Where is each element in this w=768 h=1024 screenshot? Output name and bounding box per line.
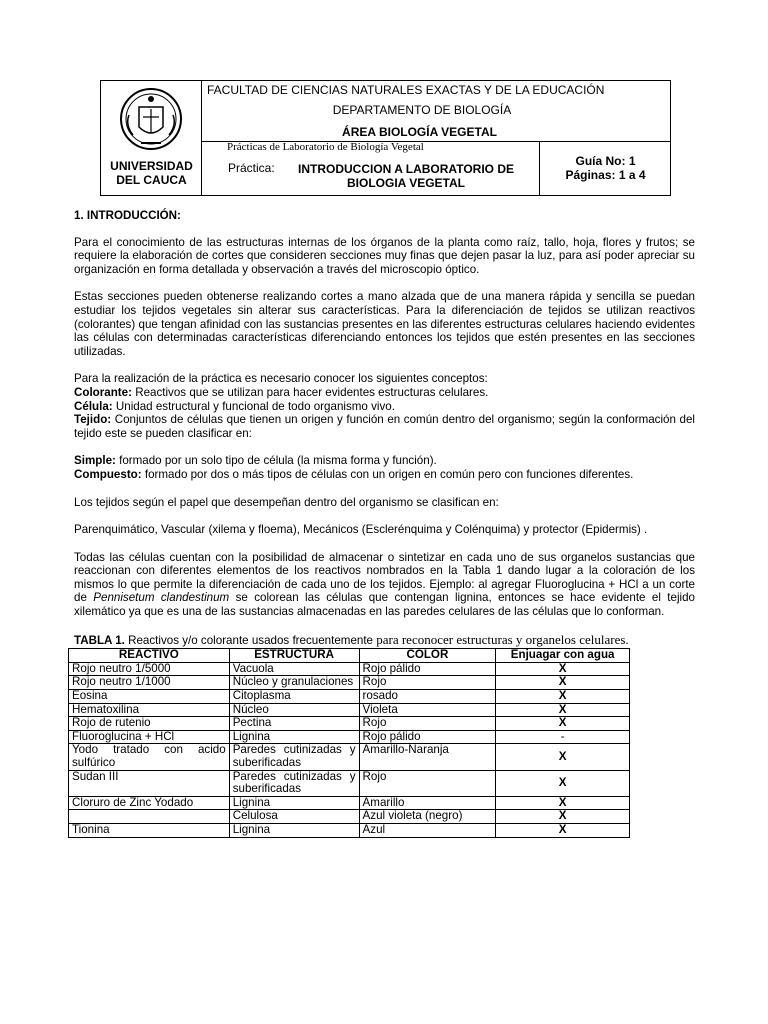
table-row bbox=[69, 690, 630, 704]
area-name: ÁREA BIOLOGÍA VEGETAL bbox=[342, 125, 497, 139]
cell-color: Azul violeta (negro) bbox=[359, 810, 496, 824]
cell-reactivo: Fluoroglucina + HCl bbox=[69, 730, 230, 744]
university-seal-logo bbox=[119, 85, 183, 155]
tissue-types-block bbox=[74, 454, 695, 481]
cell-estructura: Lignina bbox=[229, 730, 359, 744]
cell-reactivo: Rojo neutro 1/1000 bbox=[69, 676, 230, 690]
paragraph-tissue-list: Parenquimático, Vascular (xilema y floema), Mecánicos (Esclerénquima y Colénquima) y protector (Epidermis) . bbox=[74, 523, 648, 537]
cell-estructura: Vacuola bbox=[229, 662, 359, 676]
table-caption-text-a: Reactivos y/o colorante usados frecuentemente bbox=[124, 633, 377, 647]
term-tejido: Tejido: bbox=[74, 413, 112, 427]
cell-reactivo: Yodo tratado con acido sulfúrico bbox=[69, 744, 230, 770]
practicas-subtitle: Prácticas de Laboratorio de Biología Vegetal bbox=[227, 141, 424, 153]
def-celula: Unidad estructural y funcional de todo organismo vivo. bbox=[112, 399, 395, 413]
cell-estructura: Lignina bbox=[229, 823, 359, 837]
term-celula: Célula: bbox=[74, 399, 113, 413]
concepts-block bbox=[74, 372, 695, 440]
cell-color: Amarillo bbox=[359, 796, 496, 810]
table-row bbox=[69, 810, 630, 824]
document-header bbox=[100, 80, 671, 196]
practica-label: Práctica: bbox=[228, 161, 275, 175]
cell-enjuagar: X bbox=[496, 744, 630, 770]
document-body bbox=[74, 209, 695, 838]
cell-enjuagar: X bbox=[496, 770, 630, 796]
cell-reactivo: Eosina bbox=[69, 690, 230, 704]
cell-estructura: Pectina bbox=[229, 717, 359, 731]
table-header-row bbox=[69, 649, 630, 663]
table-row bbox=[69, 770, 630, 796]
cell-enjuagar: X bbox=[496, 823, 630, 837]
university-name: UNIVERSIDAD DEL CAUCA bbox=[110, 159, 193, 187]
header-enjuagar: Enjuagar con agua bbox=[496, 649, 630, 663]
cell-color: Rojo pálido bbox=[359, 730, 496, 744]
header-reactivo: REACTIVO bbox=[69, 649, 230, 663]
cell-reactivo: Rojo de rutenio bbox=[69, 717, 230, 731]
cell-color: Rojo bbox=[359, 770, 496, 796]
def-compuesto: formado por dos o más tipos de células con un origen en común pero con funciones diferentes. bbox=[141, 467, 634, 481]
cell-estructura: Celulosa bbox=[229, 810, 359, 824]
cell-reactivo: Cloruro de Zinc Yodado bbox=[69, 796, 230, 810]
cell-reactivo: Rojo neutro 1/5000 bbox=[69, 662, 230, 676]
concept-colorante bbox=[74, 386, 695, 400]
concept-compuesto bbox=[74, 468, 695, 482]
page-count: Páginas: 1 a 4 bbox=[565, 168, 646, 182]
cell-enjuagar: - bbox=[496, 730, 630, 744]
cell-estructura: Núcleo bbox=[229, 703, 359, 717]
cell-enjuagar: X bbox=[496, 676, 630, 690]
example-text-b: se colorean las células que contengan lignina, entonces se hace evidente el tejido xilemático ya que es una de las sustancias almacenadas en las paredes celulares de las células que lo conforman. bbox=[74, 591, 695, 619]
table-row bbox=[69, 730, 630, 744]
cell-reactivo: Sudan III bbox=[69, 770, 230, 796]
cell-enjuagar: X bbox=[496, 662, 630, 676]
header-color: COLOR bbox=[359, 649, 496, 663]
table-caption-label: TABLA 1. bbox=[74, 633, 125, 647]
practica-title: INTRODUCCION A LABORATORIO DE BIOLOGIA VEGETAL bbox=[298, 162, 514, 190]
cell-enjuagar: X bbox=[496, 703, 630, 717]
table-row bbox=[69, 703, 630, 717]
table-row bbox=[69, 796, 630, 810]
example-text-a: Todas las células cuentan con la posibilidad de almacenar o sintetizar en cada uno de sus organelos sustancias que reaccionan con diferentes elementos de los reactivos nombrados en la Tabla 1 dando lugar a la coloración de los mismos lo que permite la diferenciación de cada uno de los tejidos. Ejemplo: al agregar Fluoroglucina + HCl a un corte de bbox=[74, 550, 695, 605]
department-name: DEPARTAMENTO DE BIOLOGÍA bbox=[332, 103, 512, 117]
paragraph-intro: Para el conocimiento de las estructuras internas de los órganos de la planta como raíz, tallo, hoja, flores y frutos; se requiere la elaboración de cortes que consideren secciones muy finas que dejen pasar la luz, para así poder apreciar su organización en forma detallada y observación a través del microscopio óptico. bbox=[74, 235, 695, 276]
table-row bbox=[69, 717, 630, 731]
paragraph-example bbox=[74, 551, 695, 619]
guide-info bbox=[540, 154, 671, 182]
cell-color: Rojo pálido bbox=[359, 662, 496, 676]
term-simple: Simple: bbox=[74, 454, 116, 468]
cell-reactivo bbox=[69, 810, 230, 824]
concepts-intro: Para la realización de la práctica es necesario conocer los siguientes conceptos: bbox=[74, 372, 488, 386]
concept-simple bbox=[74, 454, 695, 468]
def-simple: formado por un solo tipo de célula (la misma forma y función). bbox=[115, 454, 437, 468]
logo-cell bbox=[101, 81, 202, 195]
cell-estructura: Citoplasma bbox=[229, 690, 359, 704]
cell-estructura: Paredes cutinizadas y suberificadas bbox=[229, 744, 359, 770]
cell-reactivo: Tionina bbox=[69, 823, 230, 837]
cell-enjuagar: X bbox=[496, 810, 630, 824]
def-tejido: Conjuntos de células que tienen un origen y función en común dentro del organismo; según la conformación del tejido este se pueden clasificar en: bbox=[74, 413, 695, 440]
cell-enjuagar: X bbox=[496, 796, 630, 810]
species-name: Pennisetum clandestinum bbox=[93, 591, 230, 605]
table-row bbox=[69, 662, 630, 676]
cell-color: Azul bbox=[359, 823, 496, 837]
cell-reactivo: Hematoxilina bbox=[69, 703, 230, 717]
paragraph-sections: Estas secciones pueden obtenerse realizando cortes a mano alzada que de una manera rápida y sencilla se puedan estudiar los tejidos vegetales sin alterar sus características. Para la diferenciación de tejidos se utilizan reactivos (colorantes) que tengan afinidad con las sustancias presentes en las diferentes estructuras celulares haciendo evidentes las células con determinadas características diferenciando entonces los tejidos que estén presentes en las secciones utilizadas. bbox=[74, 290, 695, 358]
cell-color: Rojo bbox=[359, 717, 496, 731]
cell-color: Violeta bbox=[359, 703, 496, 717]
guide-number: Guía No: 1 bbox=[575, 154, 636, 168]
concept-tejido bbox=[74, 413, 695, 440]
table-row bbox=[69, 823, 630, 837]
section-heading: 1. INTRODUCCIÓN: bbox=[74, 209, 181, 222]
table-caption bbox=[74, 633, 695, 648]
term-compuesto: Compuesto: bbox=[74, 467, 142, 481]
cell-enjuagar: X bbox=[496, 690, 630, 704]
cell-enjuagar: X bbox=[496, 717, 630, 731]
faculty-name: FACULTAD DE CIENCIAS NATURALES EXACTAS Y DE LA EDUCACIÓN bbox=[207, 83, 605, 97]
term-colorante: Colorante: bbox=[74, 385, 132, 399]
table-row bbox=[69, 676, 630, 690]
def-colorante: Reactivos que se utilizan para hacer evidentes estructuras celulares. bbox=[131, 385, 489, 399]
concept-celula bbox=[74, 400, 695, 414]
cell-color: Amarillo-Naranja bbox=[359, 744, 496, 770]
cell-estructura: Paredes cutinizadas y suberificadas bbox=[229, 770, 359, 796]
cell-color: Rojo bbox=[359, 676, 496, 690]
table-row bbox=[69, 744, 630, 770]
paragraph-classification: Los tejidos según el papel que desempeñan dentro del organismo se clasifican en: bbox=[74, 495, 499, 509]
cell-estructura: Núcleo y granulaciones bbox=[229, 676, 359, 690]
table-caption-text-b: para reconocer estructuras y organelos celulares. bbox=[376, 631, 629, 647]
header-estructura: ESTRUCTURA bbox=[229, 649, 359, 663]
cell-color: rosado bbox=[359, 690, 496, 704]
reagents-table bbox=[68, 648, 630, 837]
cell-estructura: Lignina bbox=[229, 796, 359, 810]
